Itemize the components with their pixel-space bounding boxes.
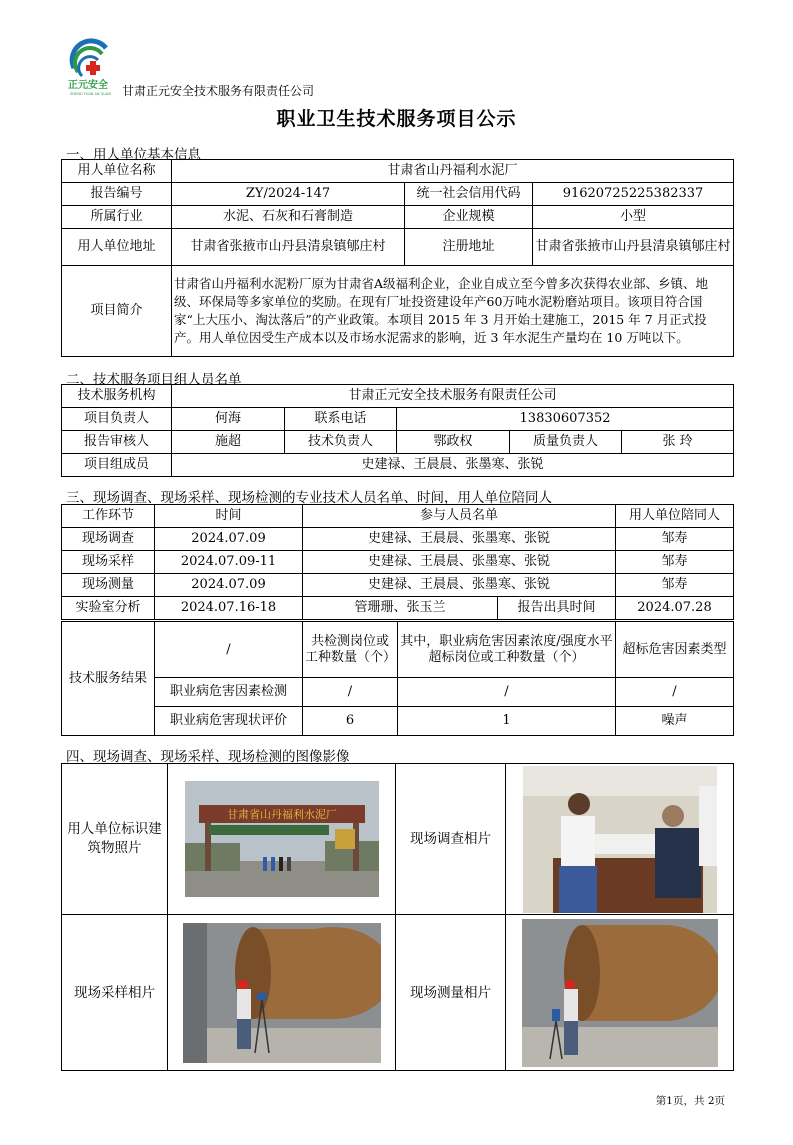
report-date-label: 报告出具时间 bbox=[498, 597, 616, 620]
table-row bbox=[62, 574, 734, 597]
org-name: 甘肃正元安全技术服务有限责任公司 bbox=[172, 385, 734, 408]
survey-photo bbox=[523, 766, 717, 913]
lab-step: 实验室分析 bbox=[62, 597, 155, 620]
section3-heading: 三、现场调查、现场采样、现场检测的专业技术人员名单、时间，用人单位陪同人 bbox=[66, 490, 552, 506]
people: 史建禄、王晨晨、张墨寒、张锐 bbox=[303, 528, 616, 551]
section2-heading: 二、技术服务项目组人员名单 bbox=[66, 372, 242, 388]
companion: 邹寿 bbox=[616, 574, 734, 597]
company-logo bbox=[66, 38, 120, 96]
members-label: 项目组成员 bbox=[62, 454, 172, 477]
building-photo-cell bbox=[168, 764, 396, 915]
section4-heading: 四、现场调查、现场采样、现场检测的图像影像 bbox=[66, 749, 350, 765]
type: 噪声 bbox=[616, 707, 734, 736]
page-title: 职业卫生技术服务项目公示 bbox=[276, 108, 517, 130]
sampling-photo bbox=[183, 923, 381, 1063]
header-time: 时间 bbox=[155, 505, 303, 528]
col-type: 超标危害因素类型 bbox=[616, 622, 734, 678]
count: / bbox=[303, 678, 398, 707]
credit-code: 91620725225382337 bbox=[533, 183, 734, 206]
date: 2024.07.09 bbox=[155, 528, 303, 551]
lead-label: 项目负责人 bbox=[62, 408, 172, 431]
col-count: 共检测岗位或工种数量（个） bbox=[303, 622, 398, 678]
photo-label-building: 用人单位标识建筑物照片 bbox=[62, 764, 168, 915]
fieldwork-table bbox=[61, 504, 734, 620]
step: 现场测量 bbox=[62, 574, 155, 597]
header-people: 参与人员名单 bbox=[303, 505, 616, 528]
address-label: 用人单位地址 bbox=[62, 229, 172, 266]
report-no: ZY/2024-147 bbox=[172, 183, 405, 206]
unit-info-table bbox=[61, 159, 734, 357]
members: 史建禄、王晨晨、张墨寒、张锐 bbox=[172, 454, 734, 477]
table-row bbox=[62, 551, 734, 574]
table-row bbox=[62, 707, 734, 736]
project-intro: 甘肃省山丹福利水泥粉厂原为甘肃省A级福利企业，企业自成立至今曾多次获得农业部、乡镇、地级、环保局等多家单位的奖励。在现有厂址投资建设年产60万吨水泥粉磨站项目。该项目符合国家“上大压小、淘汰落后”的产业政策。本项目 2015 年 3 月开始土建施工，2015 年 7 月正式投产。用人单位因受生产成本以及市场水泥需求的影响，近 3 年水泥生产量均在 10 万吨以下。 bbox=[172, 266, 734, 357]
team-table bbox=[61, 384, 734, 477]
reviewer-name: 施超 bbox=[172, 431, 285, 454]
exceed: / bbox=[398, 678, 616, 707]
sampling-photo-cell bbox=[168, 915, 396, 1071]
table-row bbox=[62, 678, 734, 707]
row-label: 职业病危害因素检测 bbox=[155, 678, 303, 707]
gate-sign-text: 甘肃省山丹福利水泥厂 bbox=[226, 808, 337, 821]
row-label: 职业病危害现状评价 bbox=[155, 707, 303, 736]
header-step: 工作环节 bbox=[62, 505, 155, 528]
section1-heading: 一、用人单位基本信息 bbox=[66, 147, 201, 163]
reviewer-label: 报告审核人 bbox=[62, 431, 172, 454]
table-row bbox=[62, 597, 734, 620]
logo-subtext: ZHENG YUAN AN QUAN bbox=[70, 92, 111, 96]
scale: 小型 bbox=[533, 206, 734, 229]
reg-address: 甘肃省张掖市山丹县清泉镇郇庄村 bbox=[533, 229, 734, 266]
lab-people: 管珊珊、张玉兰 bbox=[303, 597, 498, 620]
step: 现场采样 bbox=[62, 551, 155, 574]
report-date: 2024.07.28 bbox=[616, 597, 734, 620]
tech-lead-label: 技术负责人 bbox=[285, 431, 397, 454]
unit-name-label: 用人单位名称 bbox=[62, 160, 172, 183]
tech-lead-name: 鄂政权 bbox=[397, 431, 510, 454]
photo-label-sampling: 现场采样相片 bbox=[62, 915, 168, 1071]
measure-photo bbox=[522, 919, 718, 1067]
survey-photo-cell bbox=[506, 764, 734, 915]
phone: 13830607352 bbox=[397, 408, 734, 431]
type: / bbox=[616, 678, 734, 707]
phone-label: 联系电话 bbox=[285, 408, 397, 431]
people: 史建禄、王晨晨、张墨寒、张锐 bbox=[303, 574, 616, 597]
credit-code-label: 统一社会信用代码 bbox=[405, 183, 533, 206]
results-label: 技术服务结果 bbox=[62, 622, 155, 736]
count: 6 bbox=[303, 707, 398, 736]
unit-name: 甘肃省山丹福利水泥厂 bbox=[172, 160, 734, 183]
photo-table bbox=[61, 763, 734, 1071]
industry: 水泥、石灰和石膏制造 bbox=[172, 206, 405, 229]
quality-lead-name: 张 玲 bbox=[622, 431, 734, 454]
building-photo bbox=[185, 781, 379, 897]
reg-address-label: 注册地址 bbox=[405, 229, 533, 266]
report-no-label: 报告编号 bbox=[62, 183, 172, 206]
lead-name: 何海 bbox=[172, 408, 285, 431]
page-footer: 第1页，共 2页 bbox=[655, 1095, 725, 1107]
date: 2024.07.09 bbox=[155, 574, 303, 597]
results-table bbox=[61, 621, 734, 736]
address: 甘肃省张掖市山丹县清泉镇郇庄村 bbox=[172, 229, 405, 266]
company-name: 甘肃正元安全技术服务有限责任公司 bbox=[122, 84, 315, 98]
step: 现场调查 bbox=[62, 528, 155, 551]
people: 史建禄、王晨晨、张墨寒、张锐 bbox=[303, 551, 616, 574]
exceed: 1 bbox=[398, 707, 616, 736]
col-exceed: 其中，职业病危害因素浓度/强度水平超标岗位或工种数量（个） bbox=[398, 622, 616, 678]
lab-date: 2024.07.16-18 bbox=[155, 597, 303, 620]
photo-label-survey: 现场调查相片 bbox=[396, 764, 506, 915]
scale-label: 企业规模 bbox=[405, 206, 533, 229]
intro-label: 项目简介 bbox=[62, 266, 172, 357]
companion: 邹寿 bbox=[616, 528, 734, 551]
logo-text: 正元安全 bbox=[68, 80, 108, 91]
results-slash: / bbox=[155, 622, 303, 678]
date: 2024.07.09-11 bbox=[155, 551, 303, 574]
quality-lead-label: 质量负责人 bbox=[510, 431, 622, 454]
measure-photo-cell bbox=[506, 915, 734, 1071]
org-label: 技术服务机构 bbox=[62, 385, 172, 408]
companion: 邹寿 bbox=[616, 551, 734, 574]
table-row bbox=[62, 528, 734, 551]
industry-label: 所属行业 bbox=[62, 206, 172, 229]
header-companion: 用人单位陪同人 bbox=[616, 505, 734, 528]
photo-label-measure: 现场测量相片 bbox=[396, 915, 506, 1071]
